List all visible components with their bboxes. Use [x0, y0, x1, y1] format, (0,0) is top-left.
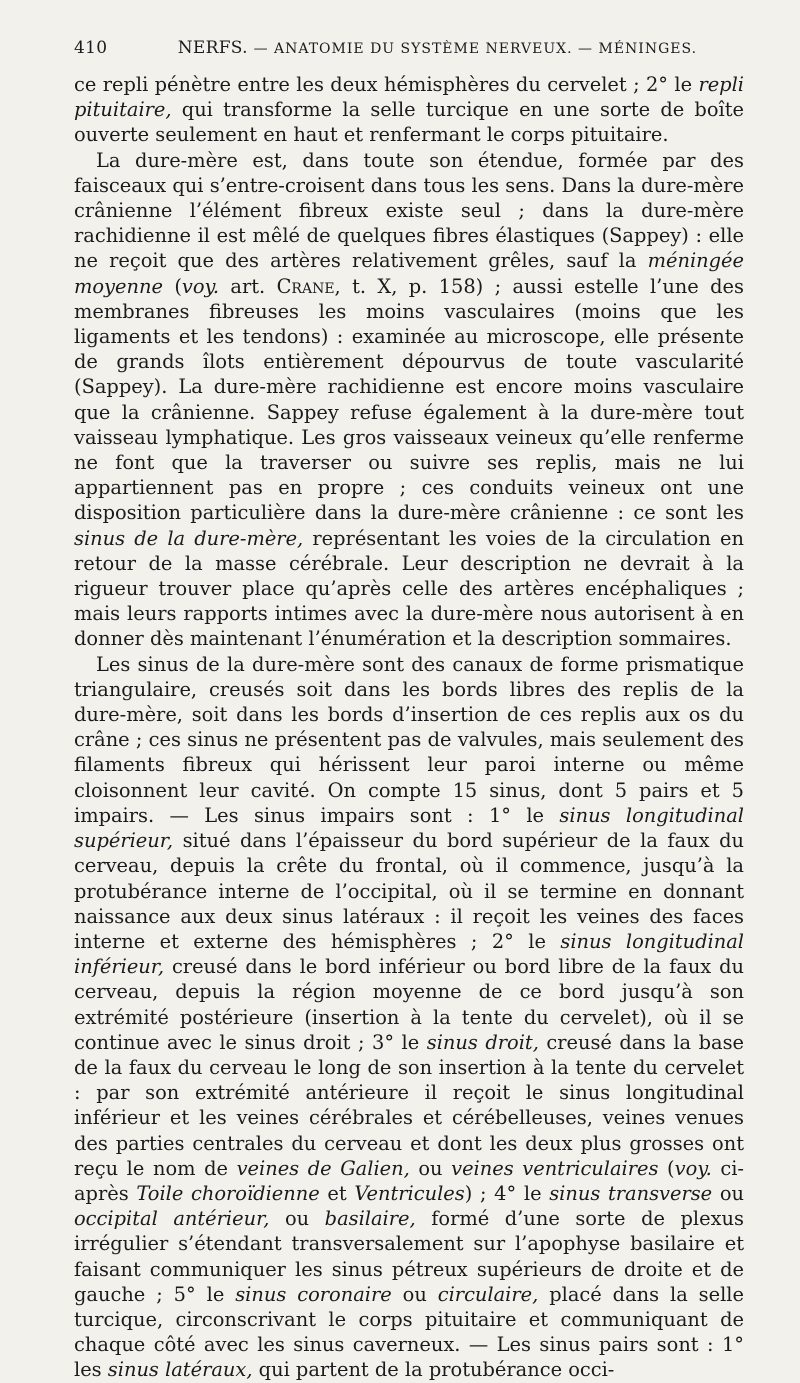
italic-term: sinus transverse — [549, 1181, 713, 1205]
text-run: , t. X, p. 158) ; aussi estelle l’une des membranes fibreuses les moins vasculaires (moins que les ligaments et les tendons) : examinée au microscope, elle présente de grands îlots entièrement dépourvus de toute vascularité (Sappey). La dure-mère rachidienne est encore moins vasculaire que la crânienne. Sappey refuse également à la dure-mère tout vaisseau lymphatique. Les gros vaisseaux veineux qu’elle renferme ne font que la traverser ou suivre ses replis, mais ne lui appartiennent pas en propre ; ces conduits veineux ont une disposition particulière dans la dure-mère crânienne : ce sont les — [74, 274, 744, 525]
text-run: ou — [269, 1207, 325, 1231]
italic-term: voy. — [181, 274, 220, 298]
text-run: formé d’une sorte de plexus irrégulier s’étendant transversalement sur l’apophyse basilaire et faisant communiquer les sinus pétreux supérieurs de droite et de gauche ; 5° le — [74, 1207, 744, 1306]
text-run: placé dans la selle turcique, circonscrivant le corps pituitaire et communiquant de chaque côté avec les sinus caverneux. — Les sinus pairs sont : 1° les — [74, 1282, 744, 1382]
text-run: ce repli pénètre entre les deux hémisphères du cervelet ; 2° le — [74, 73, 699, 96]
text-run: ou — [712, 1181, 744, 1205]
text-run: art. — [219, 274, 277, 298]
text-run: ci-après — [74, 1156, 744, 1205]
italic-term: repli pituitaire, — [74, 73, 744, 122]
page-number: 410 — [74, 38, 108, 58]
running-header — [74, 38, 740, 58]
running-title-rest: — ANATOMIE DU SYSTÈME NERVEUX. — MÉNINGES. — [253, 41, 698, 57]
italic-term: circulaire, — [437, 1282, 539, 1306]
italic-term: veines de Galien, — [236, 1156, 410, 1180]
text-run: creusé dans le bord inférieur ou bord libre de la faux du cerveau, depuis la région moyenne de ce bord jusqu’à son extrémité postérieure (insertion à la tente du cervelet), où il se continue avec le sinus droit ; 3° le — [74, 955, 744, 1054]
text-run: ou — [409, 1156, 452, 1180]
italic-term: sinus longitudinal inférieur, — [74, 929, 744, 979]
text-run: La dure-mère est, dans toute son étendue, formée par des faisceaux qui s’entre-croisent dans tous les sens. Dans la dure-mère crânienne l’élément fibreux existe seul ; dans la dure-mère rachidienne il est mêlé de quelques fibres élastiques (Sappey) : elle ne reçoit que des artères relativement grêles, sauf la — [74, 148, 744, 273]
italic-term: sinus de la dure-mère, — [74, 526, 304, 550]
text-run: creusé dans la base de la faux du cerveau le long de son insertion à la tente du cervelet : par son extrémité antérieure il reçoit le sinus longitudinal inférieur et les veines cérébrales et cérébelleuses, veines venues des parties centrales du cerveau et dont les deux plus grosses ont reçu le nom de — [74, 1030, 744, 1180]
text-run: représentant les voies de la circulation en retour de la masse cérébrale. Leur description ne devrait à la rigueur trouver place qu’après celle des artères encéphaliques ; mais leurs rapports intimes avec la dure-mère nous autorisent à en donner dès maintenant l’énumération et la description sommaires. — [74, 526, 744, 651]
italic-term: méningée moyenne — [74, 249, 744, 298]
text-run: ou — [391, 1282, 438, 1306]
italic-term: basilaire, — [324, 1207, 416, 1231]
smallcaps-term: Crane — [276, 274, 335, 298]
body-text — [74, 72, 744, 1383]
text-run: ) ; 4° le — [464, 1181, 550, 1205]
italic-term: Toile choroïdienne — [136, 1181, 320, 1205]
text-run: qui transforme la selle turcique en une sorte de boîte ouverte seulement en haut et renfermant le corps pituitaire. — [74, 98, 744, 147]
italic-term: sinus latéraux, — [107, 1358, 253, 1382]
italic-term: sinus coronaire — [235, 1282, 392, 1306]
paragraph-2 — [74, 148, 744, 652]
italic-term: sinus longitudinal supérieur, — [74, 803, 744, 853]
text-run: qui partent de la protubérance occi- — [252, 1358, 615, 1382]
text-run: Les sinus de la dure-mère sont des canaux de forme prismatique triangulaire, creusés soit dans les bords libres des replis de la dure-mère, soit dans les bords d’insertion de ces replis aux os du crâne ; ces sinus ne présentent pas de valvules, mais seulement des filaments fibreux qui hérissent leur paroi interne ou même cloisonnent leur cavité. On compte 15 sinus, dont 5 pairs et 5 impairs. — Les sinus impairs sont : 1° le — [74, 652, 744, 827]
italic-term: sinus droit, — [426, 1030, 539, 1054]
italic-term: veines ventriculaires — [451, 1156, 659, 1180]
text-run: ( — [658, 1156, 675, 1180]
text-run: ( — [162, 274, 182, 298]
paragraph-3 — [74, 652, 744, 1383]
paragraph-1 — [74, 72, 744, 148]
running-title-main: NERFS. — [177, 38, 248, 58]
italic-term: voy. — [674, 1156, 712, 1180]
text-run: et — [319, 1181, 355, 1205]
italic-term: Ventricules — [354, 1181, 465, 1205]
text-run: situé dans l’épaisseur du bord supérieur de la faux du cerveau, depuis la crête du frontal, où il commence, jusqu’à la protubérance interne de l’occipital, où il se termine en donnant naissance aux deux sinus latéraux : il reçoit les veines des faces interne et externe des hémisphères ; 2° le — [74, 829, 744, 953]
italic-term: occipital antérieur, — [74, 1207, 270, 1231]
